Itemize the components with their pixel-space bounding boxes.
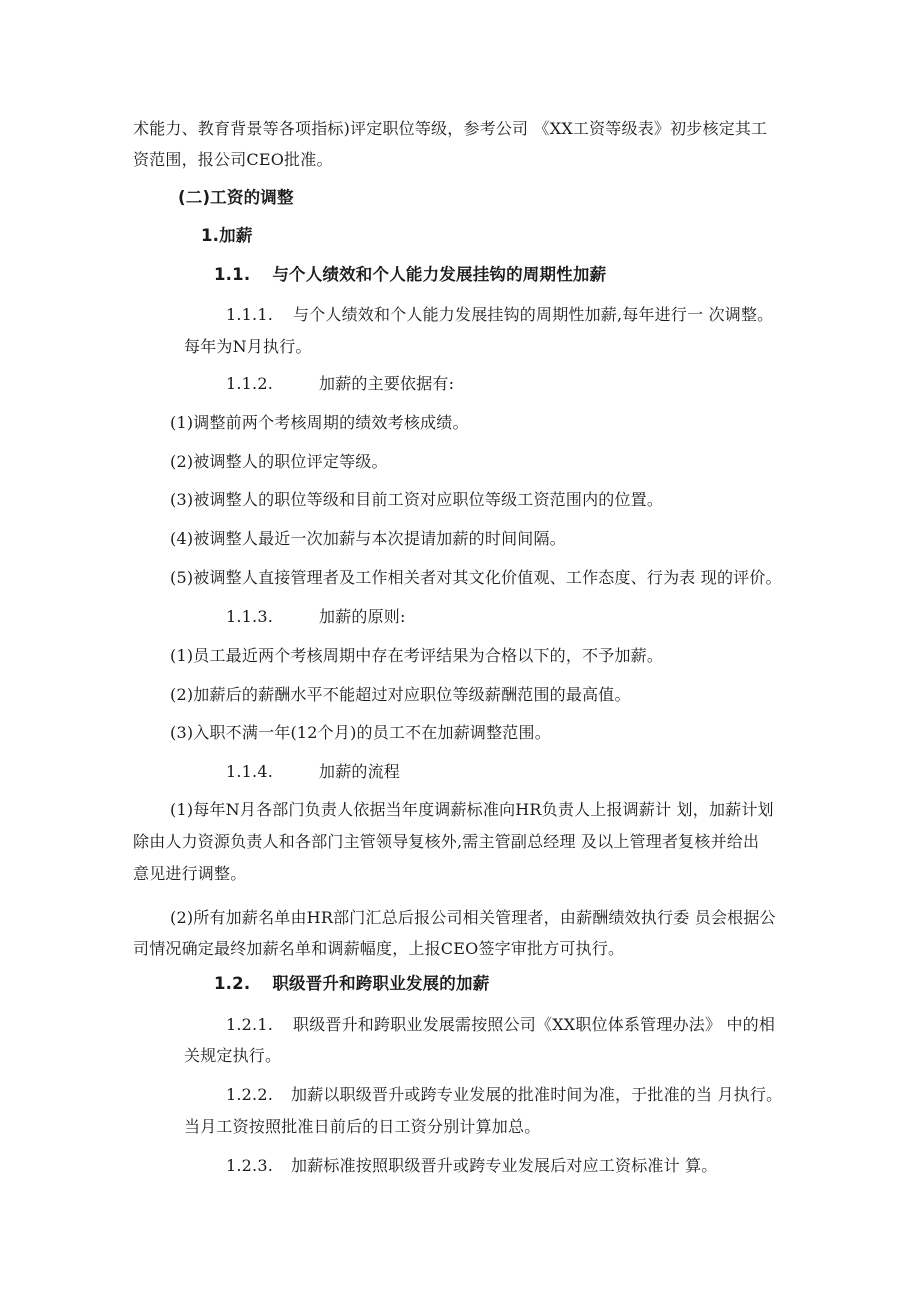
item-number: 1.1.1. — [226, 305, 273, 324]
item-text: 加薪的流程 — [319, 762, 401, 781]
item-text: 加薪的主要依据有: — [319, 374, 455, 393]
item-text: 加薪的原则: — [319, 607, 406, 626]
heading-number: 1.1. — [214, 265, 251, 284]
item-1-2-2 — [226, 1084, 782, 1106]
item-continuation: 每年为N月执行。 — [184, 337, 312, 356]
item-text: 加薪以职级晋升或跨专业发展的批准时间为准，于批准的当 月执行。 — [291, 1085, 783, 1104]
item-text: 与个人绩效和个人能力发展挂钩的周期性加薪,每年进行一 次调整。 — [293, 305, 774, 324]
list-item: (1)员工最近两个考核周期中存在考评结果为合格以下的，不予加薪。 — [170, 646, 664, 665]
paragraph-line: 资范围，报公司CEO批准。 — [133, 150, 333, 169]
item-1-2-1 — [226, 1014, 775, 1036]
item-1-1-2 — [226, 373, 454, 395]
list-item: (5)被调整人直接管理者及工作相关者对其文化价值观、工作态度、行为表 现的评价。 — [170, 568, 782, 587]
paragraph-line: (1)每年N月各部门负责人依据当年度调薪标准向HR负责人上报调薪计 划，加薪计划 — [170, 800, 774, 819]
item-text: 职级晋升和跨职业发展需按照公司《XX职位体系管理办法》 中的相 — [293, 1015, 776, 1034]
item-number: 1.1.2. — [226, 374, 273, 393]
item-number: 1.1.3. — [226, 607, 273, 626]
list-item: (2)被调整人的职位评定等级。 — [170, 452, 388, 471]
item-number: 1.2.3. — [226, 1156, 273, 1175]
item-1-1-1 — [226, 304, 773, 326]
subsection-heading-1-2 — [214, 973, 489, 995]
list-item: (3)入职不满一年(12个月)的员工不在加薪调整范围。 — [170, 723, 551, 742]
heading-title: 职级晋升和跨职业发展的加薪 — [272, 974, 490, 993]
heading-title: 与个人绩效和个人能力发展挂钩的周期性加薪 — [272, 265, 607, 284]
item-1-1-4 — [226, 761, 400, 783]
paragraph-line: 意见进行调整。 — [133, 864, 247, 883]
section-heading: (二)工资的调整 — [178, 188, 294, 207]
subsection-heading-1-1 — [214, 264, 606, 286]
paragraph-line: 术能力、教育背景等各项指标)评定职位等级，参考公司 《XX工资等级表》初步核定其工 — [133, 119, 768, 138]
list-item: (3)被调整人的职位等级和目前工资对应职位等级工资范围内的位置。 — [170, 490, 664, 509]
paragraph-line: (2)所有加薪名单由HR部门汇总后报公司相关管理者，由薪酬绩效执行委 员会根据公 — [170, 908, 776, 927]
list-item: (2)加薪后的薪酬水平不能超过对应职位等级薪酬范围的最高值。 — [170, 685, 631, 704]
paragraph-line: 司情况确定最终加薪名单和调薪幅度，上报CEO签字审批方可执行。 — [133, 939, 625, 958]
item-number: 1.2.1. — [226, 1015, 273, 1034]
item-1-1-3 — [226, 606, 406, 628]
list-item: (4)被调整人最近一次加薪与本次提请加薪的时间间隔。 — [170, 529, 566, 548]
paragraph-line: 除由人力资源负责人和各部门主管领导复核外,需主管副总经理 及以上管理者复核并给出 — [133, 832, 760, 851]
heading-number: 1.2. — [214, 974, 251, 993]
item-text: 加薪标准按照职级晋升或跨专业发展后对应工资标准计 算。 — [291, 1156, 718, 1175]
item-number: 1.2.2. — [226, 1085, 273, 1104]
item-continuation: 当月工资按照批准日前后的日工资分别计算加总。 — [184, 1117, 541, 1136]
item-number: 1.1.4. — [226, 762, 273, 781]
subsection-heading: 1.加薪 — [201, 226, 253, 245]
item-continuation: 关规定执行。 — [184, 1046, 282, 1065]
list-item: (1)调整前两个考核周期的绩效考核成绩。 — [170, 413, 469, 432]
item-1-2-3 — [226, 1155, 718, 1177]
